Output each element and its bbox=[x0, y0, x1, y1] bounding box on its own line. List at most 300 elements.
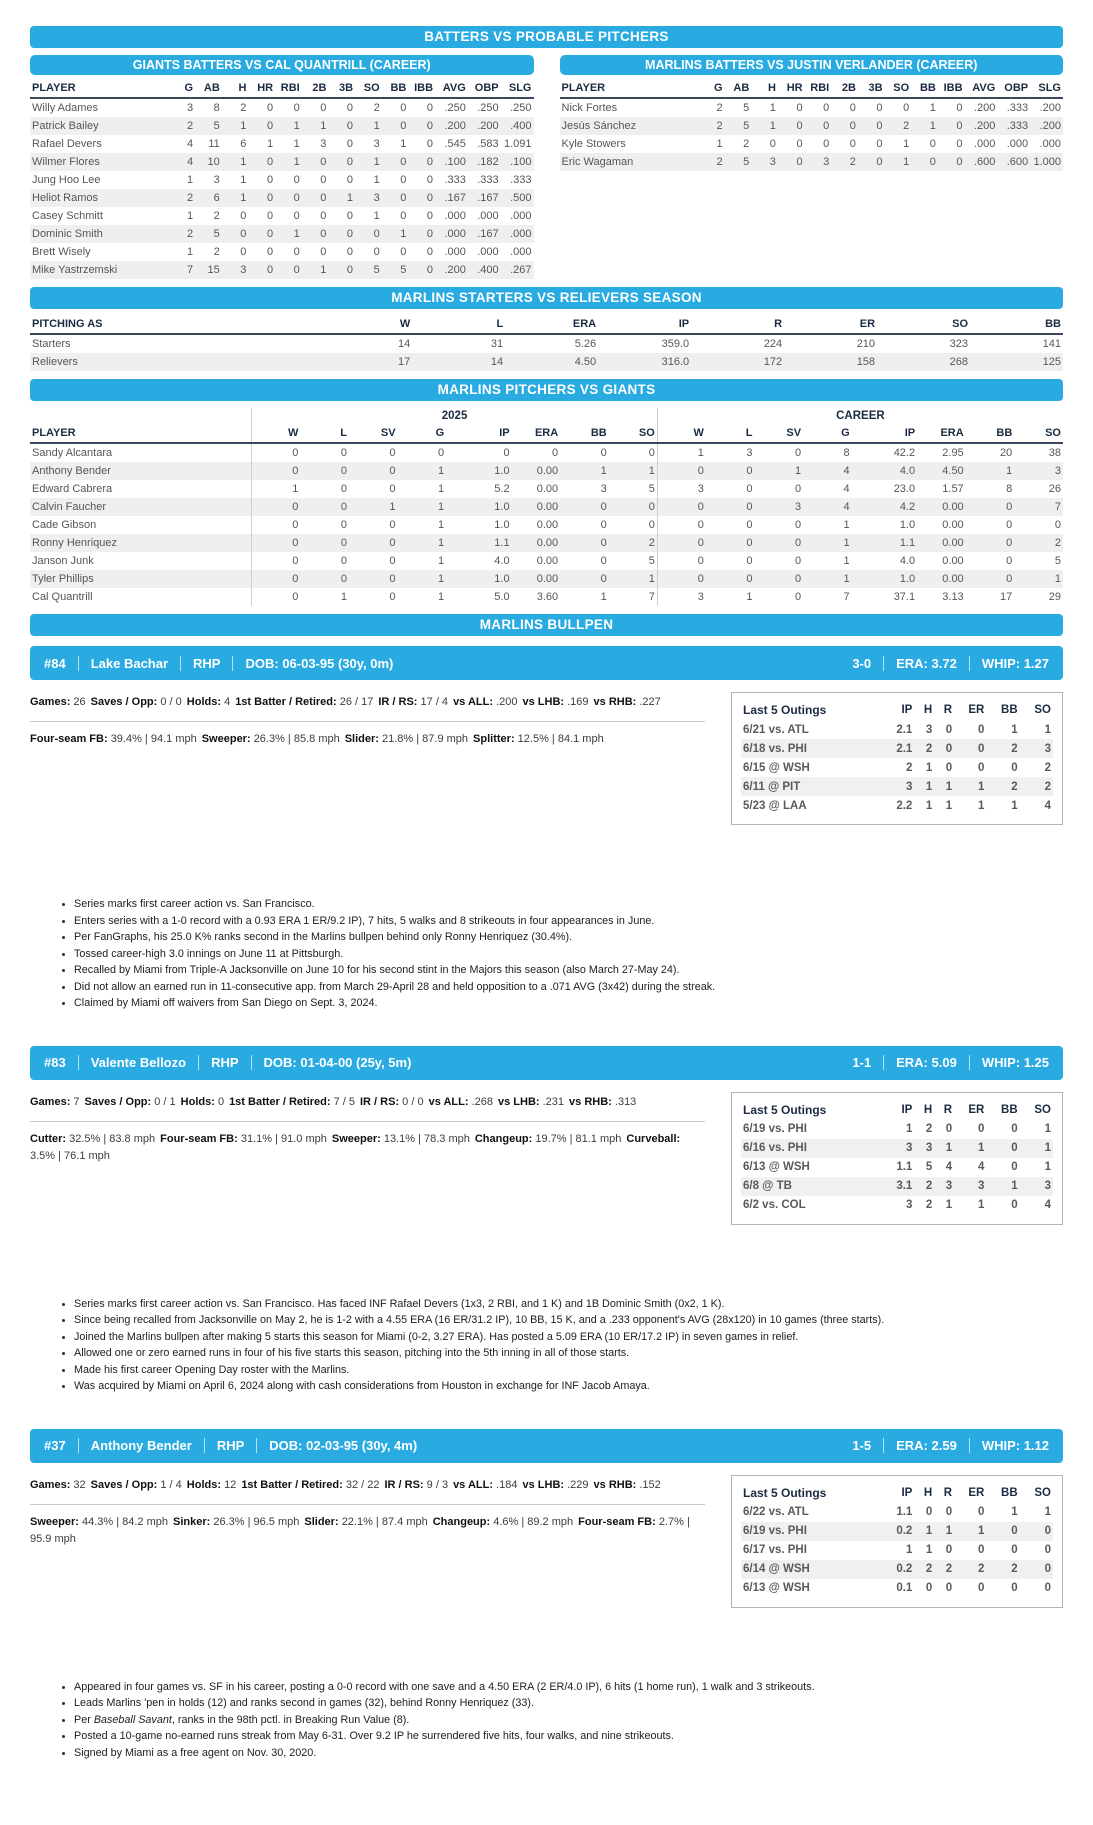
stat-cell: .200 bbox=[973, 102, 996, 114]
outing-stat-cell: 2 bbox=[925, 1123, 933, 1135]
record: 1-5 bbox=[852, 1438, 872, 1453]
stat-cell: 2 bbox=[609, 534, 658, 552]
stat-cell: 0 bbox=[408, 117, 435, 135]
last-5-outings-box bbox=[731, 1475, 1063, 1608]
stat-cell: 15 bbox=[195, 261, 222, 279]
table-row bbox=[560, 135, 1064, 153]
stat-label: IR / RS: bbox=[360, 1095, 403, 1108]
stat-cell: 0 bbox=[706, 498, 755, 516]
stat-cell: .000 bbox=[1039, 138, 1061, 150]
stat-cell: 0 bbox=[426, 246, 434, 258]
pitch-mix-line bbox=[30, 1514, 705, 1548]
outing-stat-cell: 1 bbox=[954, 1522, 986, 1541]
outing-stat-cell: 2 bbox=[1044, 761, 1051, 774]
stat-cell: .000 bbox=[1006, 138, 1029, 150]
column-header: L bbox=[706, 425, 755, 443]
stat-segment bbox=[429, 1096, 493, 1108]
column-header: BB bbox=[970, 316, 1063, 334]
stat-cell: 0 bbox=[293, 102, 300, 114]
stat-cell: 0 bbox=[796, 102, 803, 114]
stat-cell: 0 bbox=[794, 591, 802, 603]
stat-cell: .200 bbox=[468, 117, 501, 135]
note-text: , ranks in the 98th pctl. in Breaking Run Value (8). bbox=[171, 1713, 410, 1726]
stat-cell: 0 bbox=[746, 483, 753, 495]
stat-cell: 4.2 bbox=[852, 498, 917, 516]
table-row bbox=[30, 570, 1063, 588]
stat-cell: 0 bbox=[389, 483, 396, 495]
stat-cell: 0 bbox=[300, 462, 349, 480]
stat-cell: 5 bbox=[725, 153, 752, 171]
stat-cell: 0 bbox=[302, 225, 329, 243]
group-header-spacer bbox=[30, 408, 252, 425]
outing-stat-cell: 0 bbox=[1011, 761, 1018, 774]
stat-cell: 1 bbox=[398, 570, 447, 588]
stat-cell: 1.091 bbox=[503, 138, 532, 150]
player-name-cell: Dominic Smith bbox=[30, 225, 168, 243]
note-text: Series marks first career action vs. San Francisco. Has faced INF Rafael Devers (1x3, 2 RBI, and 1 K) and 1B Dominic Smith (0x2, 1 K). bbox=[74, 1297, 725, 1310]
separator bbox=[78, 1438, 79, 1453]
stat-cell: 0 bbox=[400, 210, 407, 222]
stat-cell: .182 bbox=[468, 153, 501, 171]
outing-stat-cell: 0 bbox=[1044, 1582, 1051, 1594]
stat-value: .231 bbox=[542, 1095, 565, 1108]
stat-cell: 0 bbox=[796, 138, 803, 150]
season-stat-line bbox=[30, 694, 705, 711]
stat-cell: .000 bbox=[444, 246, 466, 258]
stat-cell: 0 bbox=[805, 117, 832, 135]
stat-cell: 1.0 bbox=[494, 519, 510, 531]
stat-cell: 0 bbox=[275, 189, 302, 207]
stat-cell: 0 bbox=[778, 153, 805, 171]
stat-cell: 0 bbox=[706, 570, 755, 588]
stat-cell: 210 bbox=[856, 338, 876, 350]
stat-cell: .000 bbox=[973, 138, 996, 150]
stat-cell: 224 bbox=[763, 338, 783, 350]
column-header: SO bbox=[877, 316, 970, 334]
pitcher-dob: DOB: 01-04-00 (25y, 5m) bbox=[263, 1055, 412, 1070]
stat-cell: 0 bbox=[794, 555, 802, 567]
stat-cell: 0 bbox=[503, 447, 510, 459]
outing-stat-cell: 3 bbox=[934, 1177, 954, 1196]
stat-cell: 0 bbox=[746, 555, 753, 567]
stat-cell: 1 bbox=[398, 462, 447, 480]
stat-cell: 0 bbox=[248, 225, 275, 243]
stat-cell: .100 bbox=[435, 153, 468, 171]
stat-segment bbox=[453, 1479, 517, 1491]
column-header: BB bbox=[382, 80, 409, 98]
outing-stat-cell: 4 bbox=[977, 1161, 985, 1173]
stat-value: .268 bbox=[471, 1095, 493, 1108]
outings-column-header: ER bbox=[968, 704, 985, 716]
stat-cell: 0 bbox=[966, 570, 1015, 588]
stat-cell: 1.1 bbox=[446, 534, 511, 552]
stat-cell: 5.0 bbox=[494, 591, 510, 603]
column-header: PITCHING AS bbox=[30, 316, 319, 334]
stat-cell: 1 bbox=[438, 519, 445, 531]
pitch-segment bbox=[30, 1516, 168, 1528]
pitch-value: 32.5% | 83.8 mph bbox=[69, 1132, 156, 1145]
stat-cell: .600 bbox=[997, 153, 1030, 171]
outing-stat-cell: 1 bbox=[1011, 1506, 1018, 1518]
stat-cell: 158 bbox=[784, 353, 877, 371]
outing-stat-cell: 2 bbox=[925, 1199, 933, 1211]
stat-cell: 0.00 bbox=[536, 555, 559, 567]
stat-cell: .200 bbox=[965, 117, 998, 135]
column-header: IP bbox=[598, 316, 691, 334]
table-row bbox=[30, 552, 1063, 570]
stat-cell: .000 bbox=[510, 210, 532, 222]
stat-cell: 1.57 bbox=[942, 483, 964, 495]
stat-label: Holds: bbox=[186, 696, 225, 708]
outing-stat-cell: 3.1 bbox=[882, 1177, 914, 1196]
outing-row bbox=[741, 739, 1053, 758]
stat-cell: 0 bbox=[300, 534, 349, 552]
stat-cell: 5 bbox=[725, 117, 752, 135]
stat-value: 26 / 17 bbox=[339, 696, 374, 708]
note-item bbox=[74, 1362, 1063, 1379]
stat-cell: 0 bbox=[346, 102, 354, 114]
stat-value: .152 bbox=[639, 1478, 661, 1491]
stat-cell: 0 bbox=[248, 261, 275, 279]
section-header-pitchers-vs-giants: MARLINS PITCHERS VS GIANTS bbox=[30, 379, 1063, 401]
note-item bbox=[74, 1296, 1063, 1313]
column-header: W bbox=[657, 425, 706, 443]
player-name-cell: Willy Adames bbox=[32, 102, 99, 114]
bullpen-cards bbox=[30, 646, 1063, 1761]
stat-cell: 0 bbox=[346, 138, 354, 150]
outings-column-header: BB bbox=[1001, 1486, 1018, 1499]
pitch-value: 2.7% | 95.9 mph bbox=[30, 1515, 690, 1545]
separator bbox=[180, 656, 181, 671]
stat-value: 0 / 1 bbox=[154, 1095, 176, 1108]
stat-cell: 1 bbox=[222, 153, 249, 171]
stat-cell: 1 bbox=[966, 462, 1015, 480]
pitch-label: Curveball: bbox=[626, 1132, 681, 1145]
batters-table-1 bbox=[560, 80, 1064, 171]
pitch-value: 4.6% | 89.2 mph bbox=[493, 1515, 574, 1528]
outing-stat-cell: 1 bbox=[954, 1139, 986, 1158]
stat-cell: 4 bbox=[186, 138, 194, 150]
stat-cell: 7 bbox=[843, 591, 850, 603]
stat-cell: 1 bbox=[222, 189, 249, 207]
outing-stat-cell: 0 bbox=[945, 761, 953, 774]
pitch-segment bbox=[475, 1133, 622, 1145]
outing-stat-cell: 1 bbox=[945, 799, 953, 812]
column-header: ERA bbox=[505, 316, 598, 334]
separator bbox=[204, 1438, 205, 1453]
whip: WHIP: 1.27 bbox=[981, 655, 1049, 671]
pitch-value: 22.1% | 87.4 mph bbox=[341, 1515, 428, 1528]
outing-stat-cell: 0 bbox=[986, 1522, 1019, 1541]
stat-cell: 0 bbox=[408, 153, 435, 171]
batters-table-title-1: MARLINS BATTERS VS JUSTIN VERLANDER (CAREER) bbox=[560, 55, 1064, 75]
stat-cell: 0 bbox=[706, 534, 755, 552]
outing-stat-cell: 1 bbox=[977, 1199, 985, 1211]
whip: WHIP: 1.12 bbox=[981, 1438, 1049, 1453]
stat-cell: 172 bbox=[691, 353, 784, 371]
stat-cell: 3 bbox=[746, 447, 753, 459]
outing-stat-cell: 1 bbox=[934, 1522, 954, 1541]
stat-cell: 0 bbox=[389, 591, 396, 603]
stat-cell: 0 bbox=[240, 246, 247, 258]
outing-stat-cell: 1 bbox=[925, 799, 933, 812]
stats-divider bbox=[30, 1504, 705, 1505]
outings-column-header: IP bbox=[901, 1486, 913, 1499]
stat-cell: .333 bbox=[997, 117, 1030, 135]
pitch-segment bbox=[332, 1133, 470, 1145]
outing-stat-cell: 1 bbox=[934, 777, 954, 796]
stat-cell: .167 bbox=[468, 189, 501, 207]
pitch-label: Four-seam FB: bbox=[578, 1515, 659, 1528]
column-header: SLG bbox=[1030, 80, 1063, 98]
stat-cell: 1 bbox=[355, 117, 382, 135]
outing-stat-cell: 0 bbox=[945, 1506, 953, 1518]
player-name-cell: Sandy Alcantara bbox=[32, 447, 113, 459]
stat-cell: 1 bbox=[609, 570, 658, 588]
stat-cell: 3 bbox=[657, 588, 706, 606]
outing-date-cell: 6/19 vs. PHI bbox=[741, 1522, 882, 1541]
player-name-cell: Wilmer Flores bbox=[30, 153, 168, 171]
outing-stat-cell: 1 bbox=[1044, 1161, 1051, 1173]
stat-cell: 1 bbox=[803, 534, 852, 552]
outings-header-row bbox=[741, 1100, 1053, 1120]
table-row bbox=[30, 98, 534, 117]
outing-stat-cell: 2 bbox=[934, 1560, 954, 1579]
column-header: H bbox=[751, 80, 778, 98]
stat-value: 26 bbox=[73, 696, 86, 708]
outing-stat-cell: 1 bbox=[1044, 1123, 1051, 1135]
pitch-segment bbox=[30, 1133, 155, 1145]
outings-column-header: R bbox=[943, 1103, 953, 1116]
stat-cell: 0 bbox=[657, 498, 706, 516]
stat-cell: 0 bbox=[956, 102, 963, 114]
pitch-value: 31.1% | 91.0 mph bbox=[240, 1132, 327, 1145]
stat-cell: 0 bbox=[706, 462, 755, 480]
separator bbox=[969, 656, 970, 671]
outing-row bbox=[741, 777, 1053, 796]
stat-cell: 0.00 bbox=[512, 534, 561, 552]
outings-column-header: H bbox=[923, 704, 933, 716]
stat-cell: .400 bbox=[468, 261, 501, 279]
stat-cell: 0 bbox=[600, 519, 607, 531]
stat-cell: 0 bbox=[320, 174, 327, 186]
pitcher-card-anthony-bender bbox=[30, 1429, 1063, 1762]
stat-cell: 0 bbox=[252, 443, 301, 462]
note-text: Signed by Miami as a free agent on Nov. 30, 2020. bbox=[74, 1746, 317, 1759]
column-header: HR bbox=[248, 80, 275, 98]
stat-cell: 0 bbox=[300, 570, 349, 588]
stat-cell: 1.0 bbox=[446, 498, 511, 516]
stat-cell: 1 bbox=[843, 555, 850, 567]
stat-cell: 2 bbox=[1014, 534, 1063, 552]
pitcher-stats-column bbox=[30, 692, 705, 748]
stat-cell: 1 bbox=[382, 225, 409, 243]
outing-stat-cell: 2.2 bbox=[896, 799, 913, 812]
table-row bbox=[30, 353, 1063, 371]
separator bbox=[251, 1055, 252, 1070]
stat-segment bbox=[378, 696, 448, 708]
stat-cell: 1.0 bbox=[899, 519, 916, 531]
outing-stat-cell: 0 bbox=[1020, 1560, 1053, 1579]
stat-cell: 2 bbox=[240, 102, 247, 114]
stat-cell: 1 bbox=[328, 189, 355, 207]
stat-segment bbox=[91, 1479, 182, 1491]
stat-cell: 0 bbox=[408, 261, 435, 279]
stat-segment bbox=[85, 1096, 176, 1108]
stat-cell: .545 bbox=[444, 138, 466, 150]
outing-stat-cell: 0 bbox=[1011, 1199, 1018, 1211]
stat-cell: 0 bbox=[858, 153, 885, 171]
stat-value: 7 / 5 bbox=[333, 1095, 355, 1108]
stat-cell: 1 bbox=[560, 462, 609, 480]
stat-cell: .100 bbox=[501, 153, 534, 171]
stat-cell: 0 bbox=[657, 516, 706, 534]
stat-cell: 1.1 bbox=[852, 534, 917, 552]
stat-segment bbox=[187, 696, 230, 708]
stat-cell: 0 bbox=[1054, 519, 1061, 531]
stat-cell: 0 bbox=[426, 174, 434, 186]
stat-cell: 5 bbox=[648, 555, 655, 567]
column-header: RBI bbox=[275, 80, 302, 98]
stat-cell: 359.0 bbox=[661, 338, 690, 350]
outing-stat-cell: 3 bbox=[1020, 739, 1053, 758]
stat-segment bbox=[229, 1096, 355, 1108]
stat-cell: .000 bbox=[477, 246, 499, 258]
stat-cell: 0 bbox=[252, 552, 301, 570]
outings-header-row bbox=[741, 700, 1053, 720]
stat-cell: 1.0 bbox=[852, 570, 917, 588]
era: ERA: 3.72 bbox=[896, 655, 957, 671]
stat-cell: 0 bbox=[320, 246, 327, 258]
stat-cell: 0 bbox=[876, 138, 883, 150]
stat-cell: 2 bbox=[831, 153, 858, 171]
player-name-cell: Nick Fortes bbox=[561, 102, 618, 114]
stat-cell: 0 bbox=[346, 210, 354, 222]
column-header: SO bbox=[355, 80, 382, 98]
stat-cell: 0 bbox=[794, 519, 802, 531]
stat-cell: 0 bbox=[302, 189, 329, 207]
stat-cell: .000 bbox=[477, 210, 499, 222]
last-5-outings-box bbox=[731, 692, 1063, 825]
player-name-cell: Mike Yastrzemski bbox=[30, 261, 168, 279]
stat-cell: 3 bbox=[222, 261, 249, 279]
stat-cell: 0 bbox=[560, 534, 609, 552]
stat-value: 32 / 22 bbox=[345, 1478, 380, 1491]
stat-cell: 5 bbox=[1054, 555, 1061, 567]
stat-cell: 1 bbox=[266, 138, 274, 150]
note-text: Recalled by Miami from Triple-A Jacksonville on June 10 for his second stint in the Majors this season (also March 27-May 24). bbox=[74, 964, 680, 976]
stat-label: Games: bbox=[30, 1478, 74, 1491]
stat-cell: 0 bbox=[340, 519, 347, 531]
player-name-cell: Cal Quantrill bbox=[32, 591, 93, 603]
outing-stat-cell: 2.1 bbox=[896, 723, 913, 736]
player-name-cell: Kyle Stowers bbox=[561, 138, 626, 150]
stat-cell: 8 bbox=[213, 102, 220, 114]
outing-date-cell: 5/23 @ LAA bbox=[743, 799, 807, 812]
column-header: PLAYER bbox=[560, 80, 698, 98]
table-row bbox=[30, 225, 534, 243]
table-row bbox=[560, 98, 1064, 117]
outing-stat-cell: 0 bbox=[986, 1139, 1019, 1158]
last-5-outings-table bbox=[741, 1100, 1053, 1215]
stat-cell: 6 bbox=[240, 138, 247, 150]
column-header: AVG bbox=[965, 80, 998, 98]
separator bbox=[198, 1055, 199, 1070]
stat-cell: 1 bbox=[355, 153, 382, 171]
table-row bbox=[30, 480, 1063, 498]
player-name-cell: Anthony Bender bbox=[30, 462, 252, 480]
stat-segment bbox=[360, 1096, 424, 1108]
stat-cell: 1 bbox=[803, 570, 852, 588]
stat-segment bbox=[241, 1479, 379, 1491]
stat-cell: 268 bbox=[877, 353, 970, 371]
column-header: ERA bbox=[512, 425, 561, 443]
column-header: 2B bbox=[302, 80, 329, 98]
stat-cell: 0 bbox=[355, 225, 382, 243]
outing-row bbox=[741, 1177, 1053, 1196]
column-header: HR bbox=[778, 80, 805, 98]
outing-stat-cell: 3 bbox=[882, 1139, 914, 1158]
note-text: Per FanGraphs, his 25.0 K% ranks second in the Marlins bullpen behind only Ronny Henriquez (30.4%). bbox=[74, 931, 573, 943]
outing-row bbox=[741, 1503, 1053, 1522]
stat-cell: 1 bbox=[754, 462, 803, 480]
note-text: Series marks first career action vs. San Francisco. bbox=[74, 898, 315, 910]
outing-stat-cell: 1 bbox=[1020, 1139, 1053, 1158]
stat-cell: .200 bbox=[435, 261, 468, 279]
column-header: SV bbox=[349, 425, 398, 443]
note-item bbox=[74, 1695, 1063, 1712]
pitcher-card-lake-bachar bbox=[30, 646, 1063, 1012]
stat-cell: .400 bbox=[501, 117, 534, 135]
pitcher-headline-stats bbox=[852, 1438, 1049, 1453]
stat-cell: 0 bbox=[320, 210, 327, 222]
table-row bbox=[30, 117, 534, 135]
table-row bbox=[30, 189, 534, 207]
era: ERA: 5.09 bbox=[896, 1055, 957, 1070]
stat-label: 1st Batter / Retired: bbox=[235, 696, 340, 708]
outing-stat-cell: 0 bbox=[977, 1582, 985, 1594]
note-item bbox=[74, 913, 1063, 930]
stat-cell: 14 bbox=[397, 338, 411, 350]
outing-row bbox=[741, 720, 1053, 739]
stat-cell: 2 bbox=[213, 210, 220, 222]
jersey-number: #83 bbox=[44, 1055, 66, 1070]
stat-cell: 0 bbox=[426, 138, 434, 150]
stat-value: .184 bbox=[496, 1478, 518, 1491]
stat-cell: 2 bbox=[716, 102, 723, 114]
stat-cell: 0 bbox=[911, 153, 938, 171]
stat-cell: 11 bbox=[208, 138, 220, 150]
outing-stat-cell: 2 bbox=[914, 1177, 934, 1196]
stat-cell: 1 bbox=[186, 174, 194, 186]
column-header: L bbox=[300, 425, 349, 443]
stat-cell: 0 bbox=[560, 498, 609, 516]
outing-stat-cell: 2 bbox=[914, 739, 934, 758]
stat-cell: 0 bbox=[300, 498, 349, 516]
pitch-mix-line bbox=[30, 1131, 705, 1165]
pitcher-hand: RHP bbox=[211, 1055, 239, 1070]
stat-cell: 5 bbox=[195, 117, 222, 135]
outings-title: Last 5 Outings bbox=[743, 1102, 827, 1117]
stat-cell: 0 bbox=[252, 462, 301, 480]
table-row bbox=[30, 261, 534, 279]
outing-stat-cell: 1 bbox=[905, 1544, 913, 1556]
outing-stat-cell: 0 bbox=[934, 739, 954, 758]
column-header: BB bbox=[560, 425, 609, 443]
stat-label: vs RHB: bbox=[593, 696, 640, 708]
pitcher-dob: DOB: 06-03-95 (30y, 0m) bbox=[245, 655, 394, 671]
pitch-segment bbox=[160, 1133, 327, 1145]
